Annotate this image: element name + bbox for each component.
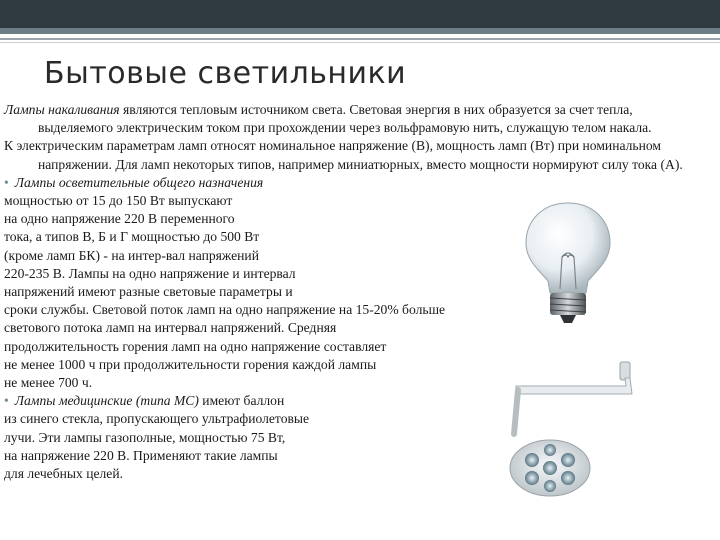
text-line: продолжительность горения ламп на одно напряжение составляет — [4, 338, 387, 354]
text-line: 220-235 В. Лампы на одно напряжение и интервал — [4, 265, 296, 281]
bullet-icon: • — [4, 174, 9, 190]
text-line: на одно напряжение 220 В переменного — [4, 211, 235, 227]
text-line: светового потока ламп на интервал напряжений. Средняя — [4, 320, 337, 336]
divider-line — [0, 38, 720, 40]
top-bar — [0, 0, 720, 28]
text-line: не менее 700 ч. — [4, 375, 93, 391]
paragraph-incandescent-text: являются тепловым источником света. Световая энергия в них образуется за счет тепла, выделяемого электрическим током при прохождении через вольфрамовую нить, служащую телом накала. — [38, 102, 652, 136]
term-general-lamps: Лампы осветительные общего назначения — [14, 174, 264, 190]
paragraph-parameters: К электрическим параметрам ламп относят номинальное напряжение (В), мощность ламп (Вт) при номинальном напряжении. Для ламп некоторых типов, например миниатюрных, вместо мощности нормируют силу тока (А). — [4, 138, 683, 172]
slide-title: Бытовые светильники — [44, 56, 407, 91]
bullet-icon: • — [4, 393, 9, 409]
term-incandescent: Лампы накаливания — [4, 102, 120, 117]
bullet-medical-text: имеют баллон — [198, 393, 285, 409]
text-line: из синего стекла, пропускающего ультрафиолетовые — [4, 411, 310, 427]
text-line: сроки службы. Световой поток ламп на одно напряжение на 15-20% больше — [4, 302, 446, 318]
text-line: (кроме ламп БК) - на интер-вал напряжений — [4, 247, 259, 263]
top-bar-accent — [0, 28, 720, 34]
text-line: тока, а типов В, Б и Г мощностью до 500 Вт — [4, 229, 260, 245]
divider-line-thin — [0, 42, 720, 43]
paragraph-incandescent — [4, 101, 704, 137]
text-line: для лечебных целей. — [4, 466, 124, 482]
medical-lamp-image — [508, 360, 658, 500]
text-line: напряжений имеют разные световые параметры и — [4, 284, 293, 300]
light-bulb-image — [506, 197, 630, 325]
term-medical-lamps: Лампы медицинские (типа МС) — [14, 393, 199, 409]
text-line: не менее 1000 ч при продолжительности горения каждой лампы — [4, 356, 377, 372]
text-line: лучи. Эти лампы газополные, мощностью 75 Вт, — [4, 429, 286, 445]
text-line: мощностью от 15 до 150 Вт выпускают — [4, 193, 233, 209]
text-line: на напряжение 220 В. Применяют такие лампы — [4, 447, 278, 463]
bullet-general-lamps — [4, 174, 704, 192]
